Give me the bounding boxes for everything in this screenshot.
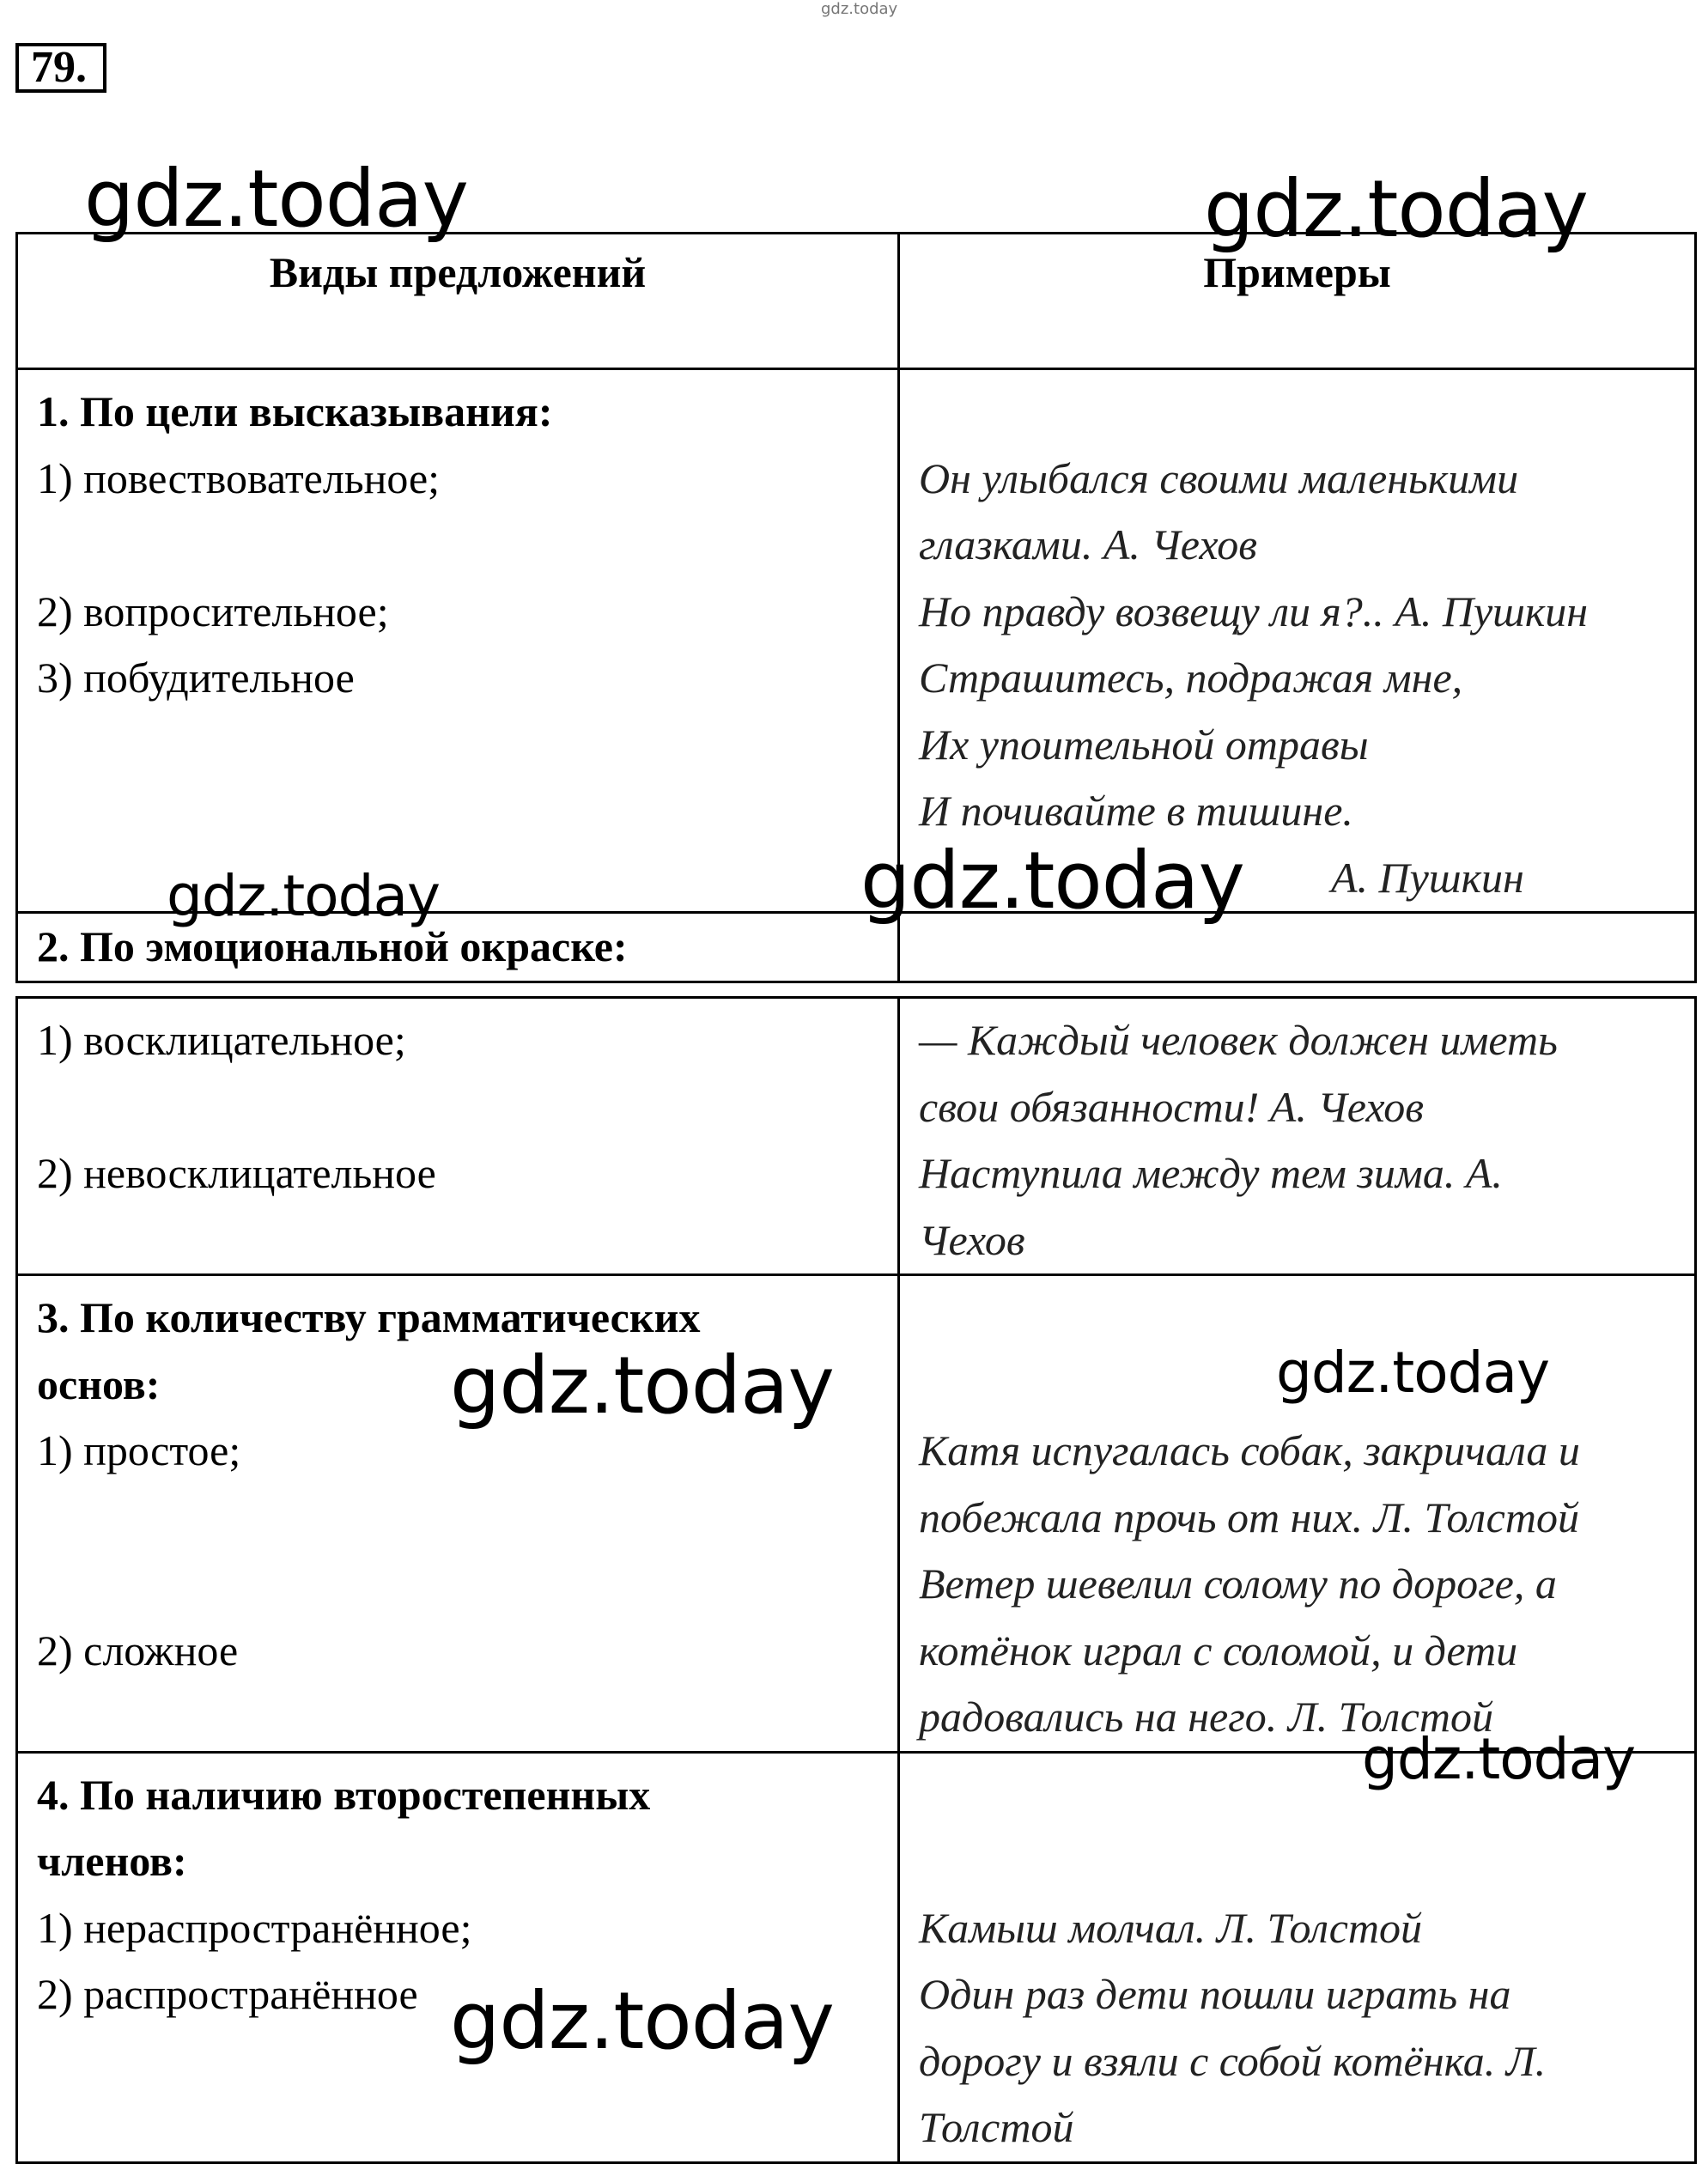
example-line: дорогу и взяли с собой котёнка. Л. [919,2036,1547,2085]
example-line: Страшитесь, подражая мне, [919,653,1463,702]
list-item: 1) восклицательное; [37,1016,406,1064]
example-author: А. Пушкин [1331,853,1524,902]
table-header-row [17,234,1696,369]
list-item: 1) повествовательное; [37,453,441,502]
section-2-types [17,998,899,1275]
list-item: 2) распространённое [37,1970,418,2018]
example-line: Катя испугалась собак, закричала и [919,1426,1580,1474]
section-4-examples [899,1752,1696,2162]
table-row [17,1752,1696,2162]
example-line: — Каждый человек должен иметь [919,1016,1558,1064]
list-item: 1) простое; [37,1426,241,1474]
section-title: 1. По цели высказывания: [37,387,553,435]
header-col-examples: Примеры [899,234,1696,369]
table-part-1 [15,232,1697,983]
list-item: 2) сложное [37,1626,239,1675]
list-item: 2) вопросительное; [37,587,389,635]
watermark: gdz.today [450,1340,834,1432]
watermark: gdz.today [1362,1726,1636,1792]
watermark: gdz.today [1276,1340,1550,1406]
table-part-2 [15,996,1697,2164]
section-3-examples [899,1275,1696,1753]
table-row [17,1275,1696,1753]
example-line: Толстой [919,2103,1074,2151]
example-line: Ветер шевелил солому по дороге, а [919,1559,1557,1608]
section-4-types [17,1752,899,2162]
task-number: 79. [15,43,106,93]
table-row [17,913,1696,982]
top-watermark: gdz.today [821,0,898,18]
section-title: 4. По наличию второстепенных [37,1770,651,1819]
example-line: Их упоительной отравы [919,720,1369,769]
list-item: 1) нераспространённое; [37,1903,472,1952]
section-1-examples [899,369,1696,913]
section-title: членов: [37,1837,187,1885]
example-line: Но правду возвещу ли я?.. А. Пушкин [919,587,1589,635]
table-row [17,998,1696,1275]
watermark: gdz.today [167,863,441,929]
list-item: 3) побудительное [37,653,355,702]
section-2-empty-cell [899,913,1696,982]
section-3-types [17,1275,899,1753]
example-line: свои обязанности! А. Чехов [919,1082,1424,1131]
example-line: радовались на него. Л. Толстой [919,1693,1494,1741]
watermark: gdz.today [1204,163,1588,255]
list-item: 2) невосклицательное [37,1149,436,1197]
section-title: 3. По количеству грамматических [37,1293,701,1341]
example-line: Наступила между тем зима. А. [919,1149,1503,1197]
section-2-title: 2. По эмоциональной окраске: [17,913,899,982]
section-1-types [17,369,899,913]
example-line: Он улыбался своими маленькими [919,453,1519,502]
watermark: gdz.today [450,1975,834,2067]
example-line: Чехов [919,1215,1025,1264]
example-line: И почивайте в тишине. [919,787,1353,835]
header-col-types: Виды предложений [17,234,899,369]
example-line: Камыш молчал. Л. Толстой [919,1903,1423,1952]
example-line: Один раз дети пошли играть на [919,1970,1511,2018]
example-line: глазками. А. Чехов [919,520,1257,568]
example-line: котёнок играл с соломой, и дети [919,1626,1518,1675]
section-title: основ: [37,1359,161,1408]
watermark: gdz.today [84,153,468,245]
section-2-examples [899,998,1696,1275]
table-row [17,369,1696,913]
example-line: побежала прочь от них. Л. Толстой [919,1492,1579,1541]
watermark: gdz.today [860,835,1244,927]
